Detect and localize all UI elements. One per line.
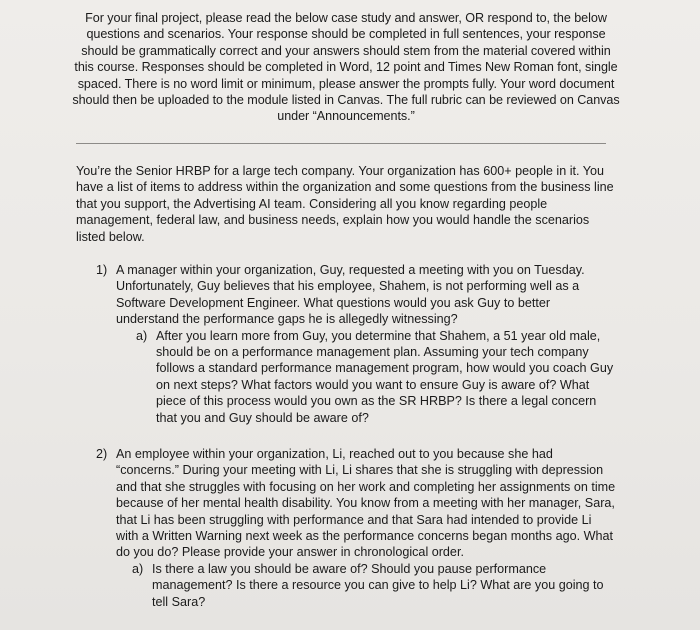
question-2a-letter: a) xyxy=(132,561,144,576)
question-2-text: An employee within your organization, Li, reached out to you because she had “concerns.” During your meeting with Li, Li shares that she is struggling with depression and that she struggles with focusing on her work and completing her assignments on time because of her mental health disability. You know from a meeting with her manager, Sara, that Li has been struggling with performance and that Sara had intended to provide Li with a Written Warning next week as the performance concerns began months ago. What do you do? Please provide your answer in chronological order. xyxy=(116,447,616,560)
question-2-number: 2) xyxy=(96,447,108,461)
question-1 xyxy=(96,262,616,426)
instructions-paragraph: For your final project, please read the below case study and answer, OR respond to, the below questions and scenarios. Your response should be completed in full sentences, your response should be grammatically correct and your answers should stem from the material covered within this course. Responses should be completed in Word, 12 point and Times New Roman font, single spaced. There is no word limit or minimum, please answer the prompts fully. Your word document should then be uploaded to the module listed in Canvas. The full rubric can be reviewed on Canvas under “Announcements.” xyxy=(72,11,620,124)
question-1a xyxy=(136,328,616,426)
scenario-paragraph: You’re the Senior HRBP for a large tech company. Your organization has 600+ people in it. You have a list of items to address within the organization and some questions from the business line that you support, the Advertising AI team. Considering all you know regarding people management, federal law, and business needs, explain how you would handle the scenarios listed below. xyxy=(76,164,614,244)
question-1-number: 1) xyxy=(96,263,108,277)
question-1a-text: After you learn more from Guy, you determine that Shahem, a 51 year old male, should be on a performance management plan. Assuming your tech company follows a standard performance management program, how would you coach Guy on next steps? What factors would you want to ensure Guy is aware of? What piece of this process would you own as the SR HRBP? Is there a legal concern that you and Guy should be aware of? xyxy=(156,328,614,425)
question-2 xyxy=(96,446,616,610)
question-2a xyxy=(132,561,616,610)
question-2a-text: Is there a law you should be aware of? Should you pause performance management? Is there a resource you can give to help Li? What are you going to tell Sara? xyxy=(152,561,604,609)
question-1a-letter: a) xyxy=(136,328,148,343)
section-divider xyxy=(76,143,606,144)
question-1-text: A manager within your organization, Guy, requested a meeting with you on Tuesday. Unfortunately, Guy believes that his employee, Shahem, is not performing well as a Software Development Engineer. What questions would you ask Guy to better understand the performance gaps he is allegedly witnessing? xyxy=(116,263,585,327)
